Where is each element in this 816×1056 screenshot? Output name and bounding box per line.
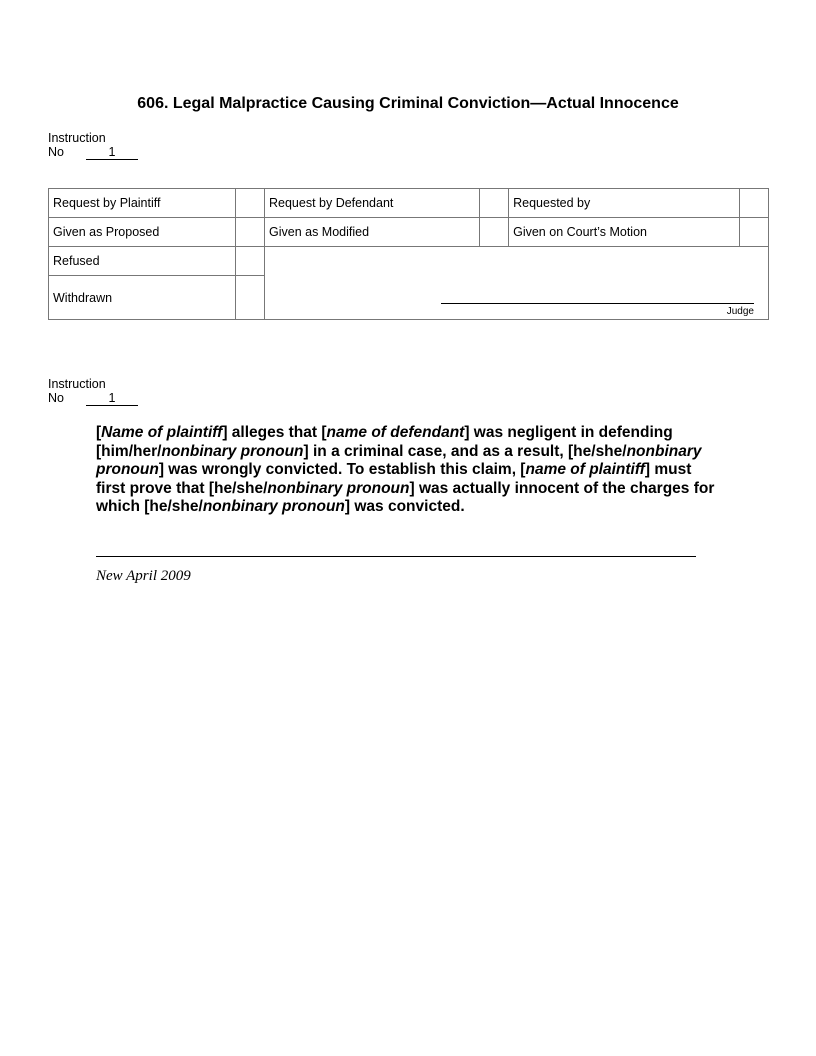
withdrawn-checkbox[interactable] bbox=[236, 276, 265, 320]
instruction-number-block bbox=[48, 131, 138, 160]
judge-signature-line[interactable] bbox=[441, 303, 754, 304]
given-on-courts-motion-checkbox[interactable] bbox=[740, 218, 769, 247]
revision-note: New April 2009 bbox=[96, 568, 191, 584]
placeholder-text: nonbinary pronoun bbox=[96, 442, 702, 478]
given-on-courts-motion-label: Given on Court’s Motion bbox=[509, 218, 740, 247]
placeholder-text: name of plaintiff bbox=[525, 461, 645, 478]
requested-by-checkbox[interactable] bbox=[740, 189, 769, 218]
given-as-proposed-label: Given as Proposed bbox=[49, 218, 236, 247]
placeholder-text: nonbinary pronoun bbox=[202, 498, 345, 515]
instruction-label: Instruction bbox=[48, 377, 106, 391]
body-text: ] was negligent in defending [him/her/ bbox=[96, 424, 673, 460]
placeholder-text: nonbinary pronoun bbox=[161, 442, 304, 460]
body-text: ] was convicted. bbox=[344, 498, 465, 515]
no-label: No bbox=[48, 391, 64, 405]
judge-signature-area bbox=[265, 247, 769, 320]
instruction-label: Instruction bbox=[48, 131, 106, 145]
body-text: ] was wrongly convicted. To establish this claim, [ bbox=[158, 461, 526, 478]
withdrawn-label: Withdrawn bbox=[49, 276, 236, 320]
body-text: ] in a criminal case, and as a result, [he/she/ bbox=[303, 442, 627, 460]
request-by-defendant-label: Request by Defendant bbox=[265, 189, 480, 218]
placeholder-text: nonbinary pronoun bbox=[267, 479, 410, 497]
placeholder-text: Name of plaintiff bbox=[101, 424, 223, 441]
instruction-number: 1 bbox=[86, 145, 138, 160]
refused-checkbox[interactable] bbox=[236, 247, 265, 276]
body-text: [ bbox=[96, 424, 102, 441]
instruction-number-block bbox=[48, 377, 138, 406]
body-text: ] alleges that [ bbox=[222, 424, 327, 441]
request-by-plaintiff-label: Request by Plaintiff bbox=[49, 189, 236, 218]
request-table bbox=[48, 188, 769, 320]
given-as-modified-checkbox[interactable] bbox=[480, 218, 509, 247]
instruction-number: 1 bbox=[86, 391, 138, 406]
body-text: ] was actually innocent of the charges for which [he/she/ bbox=[96, 479, 715, 515]
request-by-defendant-checkbox[interactable] bbox=[480, 189, 509, 218]
request-by-plaintiff-checkbox[interactable] bbox=[236, 189, 265, 218]
divider-line bbox=[96, 556, 696, 557]
requested-by-label: Requested by bbox=[509, 189, 740, 218]
instruction-body bbox=[96, 424, 716, 517]
refused-label: Refused bbox=[49, 247, 236, 276]
instruction-title: 606. Legal Malpractice Causing Criminal Conviction—Actual Innocence bbox=[137, 95, 679, 112]
body-text: ] must first prove that [he/she/ bbox=[96, 461, 692, 497]
judge-label: Judge bbox=[726, 306, 754, 317]
given-as-modified-label: Given as Modified bbox=[265, 218, 480, 247]
given-as-proposed-checkbox[interactable] bbox=[236, 218, 265, 247]
placeholder-text: name of defendant bbox=[326, 424, 465, 441]
no-label: No bbox=[48, 145, 64, 159]
